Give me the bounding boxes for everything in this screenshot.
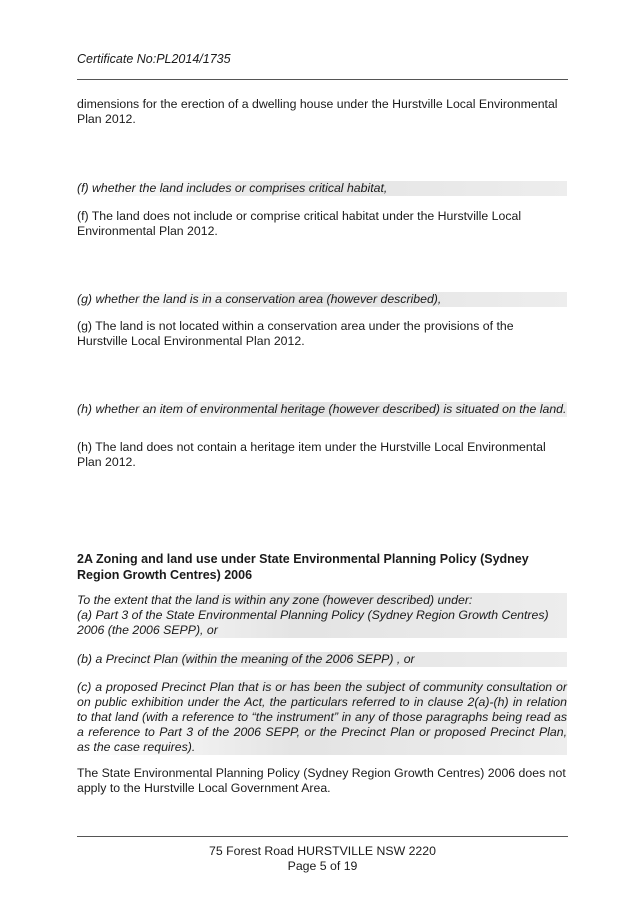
footer-address: 75 Forest Road HURSTVILLE NSW 2220	[209, 844, 436, 858]
question-h: (h) whether an item of environmental heritage (however described) is situated on the land.	[77, 402, 567, 416]
footer	[77, 844, 568, 874]
section-2a-heading: 2A Zoning and land use under State Environmental Planning Policy (Sydney Region Growth Centres) 2006	[77, 552, 529, 582]
question-f: (f) whether the land includes or comprises critical habitat,	[77, 181, 567, 196]
section-2a-answer: The State Environmental Planning Policy (Sydney Region Growth Centres) 2006 does not apply to the Hurstville Local Government Area.	[77, 766, 566, 795]
answer-g: (g) The land is not located within a conservation area under the provisions of the Hurstville Local Environmental Plan 2012.	[77, 319, 514, 348]
footer-rule	[77, 836, 568, 837]
certificate-number: Certificate No:PL2014/1735	[77, 52, 231, 66]
answer-h: (h) The land does not contain a heritage item under the Hurstville Local Environmental Plan 2012.	[77, 440, 546, 469]
section-2a-item-a: (a) Part 3 of the State Environmental Planning Policy (Sydney Region Growth Centres) 2006 (the 2006 SEPP), or	[77, 608, 567, 638]
question-g: (g) whether the land is in a conservation area (however described),	[77, 292, 567, 307]
header-rule	[77, 79, 568, 80]
paragraph-dimensions: dimensions for the erection of a dwelling house under the Hurstville Local Environmental Plan 2012.	[77, 97, 558, 126]
section-2a-item-b: (b) a Precinct Plan (within the meaning of the 2006 SEPP) , or	[77, 652, 567, 667]
answer-f: (f) The land does not include or comprise critical habitat under the Hurstville Local Environmental Plan 2012.	[77, 209, 522, 238]
page-number: Page 5 of 19	[287, 859, 358, 873]
section-2a-intro: To the extent that the land is within any zone (however described) under:	[77, 593, 567, 608]
section-2a-item-c: (c) a proposed Precinct Plan that is or has been the subject of community consultation or on public exhibition under the Act, the particulars referred to in clause 2(a)-(h) in relation to that land (with a reference to “the instrument” in any of those paragraphs being read as a reference to Part 3 of the 2006 SEPP, or the Precinct Plan or proposed Precinct Plan, as the case requires).	[77, 680, 567, 754]
